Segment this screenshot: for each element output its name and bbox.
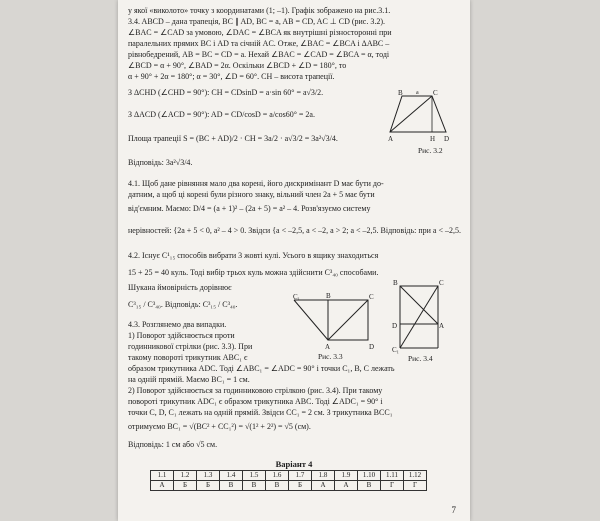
fig34-label: A (439, 322, 445, 330)
text-line: від'ємним. Маємо: D/4 = (a + 1)² – (2a + 5) = a² – 4. Розв'язуємо систему (128, 204, 371, 213)
text-line: 4.3. Розглянемо два випадки. (128, 320, 227, 329)
fig33-label: B (326, 292, 331, 300)
text-line: 4.1. Щоб дане рівняння мало два корені, його дискримінант D має бути до- (128, 179, 384, 188)
text-line: α + 90° + 2α = 180°; α = 30°, ∠D = 60°. CH – висота трапеції. (128, 72, 335, 81)
table-cell: 1.8 (312, 471, 335, 481)
fig32-label: H (430, 135, 436, 143)
text-line: паралельних прямих BC і AD та січній AC. Отже, ∠BAC = ∠BCA і ΔABC – (128, 39, 390, 48)
text-line: ∠BAC = ∠CAD за умовою, ∠DAC = ∠BCA як внутрішні різносторонні при (128, 28, 392, 37)
text-line: датним, а щоб ці корені були різного знаку, вільний член 2a + 5 має бути (128, 190, 375, 199)
text-line: 15 + 25 = 40 куль. Тоді вибір трьох куль можна здійснити C³₄₀ способами. (128, 268, 379, 277)
text-line: ∠BCD = α + 90°, ∠BAD = 2α. Оскільки ∠BCD + ∠D = 180°, то (128, 61, 347, 70)
table-cell: 1.2 (174, 471, 197, 481)
text-line: Відповідь: 3a²√3/4. (128, 158, 193, 167)
table-cell: 1.9 (335, 471, 358, 481)
table-cell: А (312, 481, 335, 491)
text-line: Відповідь: 1 см або √5 см. (128, 440, 218, 449)
text-line: повороті трикутник ADC₁ є образом трикутника ABC. Тоді ∠ADC₁ = 90° і (128, 397, 383, 406)
table-cell: Б (197, 481, 220, 491)
text-line: Шукана ймовірність дорівнює (128, 283, 232, 292)
textbook-page (118, 0, 470, 521)
fig34-label: C (439, 279, 444, 287)
fig33-label: D (369, 343, 375, 350)
fig32-label: C (433, 89, 438, 97)
text-line: З ΔCHD (∠CHD = 90°): CH = CDsinD = a·sin 60° = a√3/2. (128, 88, 324, 97)
table-cell: 1.11 (381, 471, 404, 481)
figure-rotation-ccw (292, 292, 378, 350)
table-cell: 1.6 (266, 471, 289, 481)
table-cell: В (220, 481, 243, 491)
fig32-label: a (416, 90, 419, 96)
text-line: 4.2. Існує C¹₁₅ способів вибрати 3 жовті кулі. Усього в ящику знаходиться (128, 251, 379, 260)
fig34-label: C₁ (392, 346, 400, 354)
figure-caption: Рис. 3.4 (408, 354, 433, 363)
answers-table (150, 470, 427, 491)
fig32-label: A (388, 135, 394, 143)
text-line: отримуємо BC₁ = √(BC² + CC₁²) = √(1² + 2²) = √5 (см). (128, 422, 311, 431)
table-cell: Г (404, 481, 427, 491)
text-line: такому повороті трикутник ABC₁ є (128, 353, 248, 362)
table-cell: А (335, 481, 358, 491)
table-cell: 1.10 (358, 471, 381, 481)
table-row (151, 481, 427, 491)
table-cell: 1.5 (243, 471, 266, 481)
table-cell: 1.12 (404, 471, 427, 481)
table-cell: 1.1 (151, 471, 174, 481)
text-line: годинникової стрілки (рис. 3.3). При (128, 342, 253, 351)
table-cell: А (151, 481, 174, 491)
text-line: на одній прямій. Маємо BC₁ = 1 см. (128, 375, 250, 384)
table-cell: 1.4 (220, 471, 243, 481)
text-line: нерівностей: {2a + 5 < 0, a² – 4 > 0. Звідси {a < –2,5, a < –2, a > 2; a < –2,5. Відповідь: при a < –2,5. (128, 226, 461, 235)
table-cell: Г (381, 481, 404, 491)
figure-trapezoid (388, 88, 460, 150)
table-cell: Б (174, 481, 197, 491)
fig33-label: C₁ (293, 293, 301, 301)
table-cell: В (358, 481, 381, 491)
text-line: 1) Поворот здійснюється проти (128, 331, 235, 340)
table-row (151, 471, 427, 481)
table-cell: В (243, 481, 266, 491)
fig33-label: A (325, 343, 331, 350)
figure-caption: Рис. 3.2 (418, 146, 443, 155)
figure-rotation-cw (390, 278, 450, 354)
fig33-label: C (369, 293, 374, 301)
table-cell: Б (289, 481, 312, 491)
text-line: рівнобедрений, AB = BC = CD = a. Нехай ∠BAC = ∠CAD = ∠BCA = α, тоді (128, 50, 390, 59)
text-line: 2) Поворот здійснюється за годинниковою стрілкою (рис. 3.4). При такому (128, 386, 383, 395)
text-line: точки C, D, C₁ лежать на одній прямій. Звідси CC₁ = 2 см. З трикутника BCC₁ (128, 408, 393, 417)
text-line: образом трикутника ADC. Тоді ∠ABC₁ = ∠ADC = 90° і точки C₁, B, C лежать (128, 364, 395, 373)
fig32-label: D (444, 135, 450, 143)
figure-caption: Рис. 3.3 (318, 352, 343, 361)
table-cell: 1.7 (289, 471, 312, 481)
table-cell: В (266, 481, 289, 491)
text-line: C³₁₅ / C³₄₀. Відповідь: C³₁₅ / C³₄₀. (128, 300, 238, 309)
text-line: у якої «виколото» точку з координатами (1; –1). Графік зображено на рис.3.1. (128, 6, 391, 15)
text-line: З ΔACD (∠ACD = 90°): AD = CD/cosD = a/cos60° = 2a. (128, 110, 315, 119)
fig34-label: D (392, 322, 398, 330)
table-cell: 1.3 (197, 471, 220, 481)
text-line: 3.4. ABCD – дана трапеція, BC ∥ AD, BC = a, AB = CD, AC ⊥ CD (рис. 3.2). (128, 17, 386, 26)
fig32-label: B (398, 89, 403, 97)
page-number: 7 (451, 505, 456, 515)
variant-title: Варіант 4 (275, 459, 313, 469)
fig34-label: B (393, 279, 398, 287)
text-line: Площа трапеції S = (BC + AD)/2 · CH = 3a/2 · a√3/2 = 3a²√3/4. (128, 134, 338, 143)
